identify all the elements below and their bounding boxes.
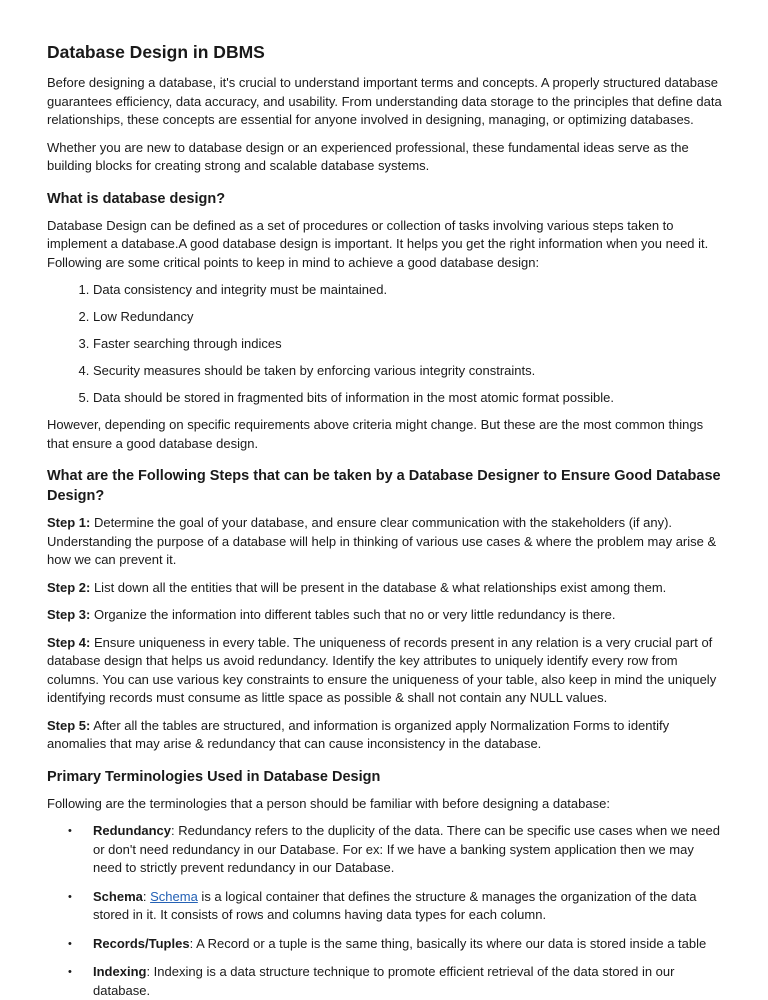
step-text: Organize the information into different tables such that no or very little redundancy is there.: [90, 607, 616, 622]
step-text: List down all the entities that will be present in the database & what relationships exist among them.: [90, 579, 667, 595]
step-paragraph: [47, 634, 722, 708]
bullet-icon: •: [68, 890, 72, 903]
term-text: is a logical container that defines the structure & manages the organization of the data stored in it. It consists of rows and columns having data types for each column.: [93, 888, 697, 922]
section-heading-terminologies: Primary Terminologies Used in Database Design: [47, 768, 381, 785]
term-label: Redundancy: [93, 823, 172, 838]
list-item: [68, 935, 722, 954]
bullet-icon: •: [68, 825, 72, 837]
section-heading-what-is-design: What is database design?: [47, 190, 226, 207]
section-heading-steps: What are the Following Steps that can be taken by a Database Designer to Ensure Good Database Design?: [47, 468, 721, 504]
term-label: Schema: [93, 888, 143, 904]
step-label: Step 3:: [47, 607, 91, 622]
list-item: 5. Data should be stored in fragmented bits of information in the most atomic format possible.: [93, 389, 722, 408]
list-item: 3. Faster searching through indices: [93, 335, 722, 354]
term-label: Indexing: [93, 964, 147, 979]
step-paragraph: [47, 606, 722, 625]
page-title: Database Design in DBMS: [47, 42, 265, 62]
intro-paragraph-2: Whether you are new to database design or an experienced professional, these fundamental ideas serve as the building blocks for creating strong and scalable database systems.: [47, 139, 689, 173]
step-text: Determine the goal of your database, and ensure clear communication with the stakeholders (if any). Understanding the purpose of a database will help in thinking of various use cases & where the problem may arise & how we can prevent it.: [47, 515, 717, 567]
terminology-list: [47, 822, 722, 1000]
step-text: After all the tables are structured, and information is organized apply Normalization Forms to identify anomalies that may arise & redundancy that can cause inconsistency in the database.: [47, 717, 670, 751]
term-text: : Indexing is a data structure technique to promote efficient retrieval of the data stored in our database.: [93, 964, 675, 998]
intro-paragraph-1: Before designing a database, it's crucial to understand important terms and concepts. A properly structured database guarantees efficiency, data accuracy, and usability. From understanding data storage to the principles that define data relationships, these concepts are essential for anyone involved in designing, managing, or optimizing databases.: [47, 75, 722, 127]
step-label: Step 4:: [47, 634, 91, 650]
design-criteria-list: [47, 281, 722, 408]
list-item: 4. Security measures should be taken by enforcing various integrity constraints.: [93, 362, 722, 381]
list-item: 1. Data consistency and integrity must be maintained.: [93, 281, 722, 300]
term-separator: :: [142, 888, 151, 904]
step-paragraph: [47, 717, 722, 754]
step-paragraph: [47, 514, 722, 570]
term-text: : Redundancy refers to the duplicity of the data. There can be specific use cases when we need or don't need redundancy in our Database. For ex: If we have a banking system application then we may need to strictly prevent redundancy in our Database.: [93, 823, 720, 875]
list-item: 2. Low Redundancy: [93, 308, 722, 327]
step-label: Step 2:: [47, 579, 91, 595]
term-text: : A Record or a tuple is the same thing, basically its where our data is stored inside a table: [189, 935, 707, 951]
bullet-icon: •: [68, 937, 72, 950]
section1-closing: However, depending on specific requirements above criteria might change. But these are the most common things that ensure a good database design.: [47, 417, 704, 451]
list-item: [68, 822, 722, 878]
schema-link[interactable]: Schema: [150, 888, 198, 904]
step-paragraph: [47, 579, 722, 598]
list-item: [68, 963, 722, 1000]
step-label: Step 5:: [47, 717, 91, 733]
section1-paragraph: Database Design can be defined as a set of procedures or collection of tasks involving various steps taken to implement a database.A good database design is important. It helps you get the right information when you need it. Following are some critical points to keep in mind to achieve a good database design:: [47, 217, 709, 270]
section3-intro: Following are the terminologies that a person should be familiar with before designing a database:: [47, 795, 610, 811]
term-label: Records/Tuples: [93, 935, 190, 951]
step-text: Ensure uniqueness in every table. The uniqueness of records present in any relation is a very crucial part of database design that helps us avoid redundancy. Identify the key attributes to uniquely identify every row from columns. You can use various key constraints to ensure the uniqueness of your table, also keep in mind the uniquely identifying records must consume as little space as possible & shall not contain any NULL values.: [47, 634, 717, 705]
list-item: [68, 888, 722, 925]
step-label: Step 1:: [47, 515, 91, 530]
bullet-icon: •: [68, 966, 72, 978]
